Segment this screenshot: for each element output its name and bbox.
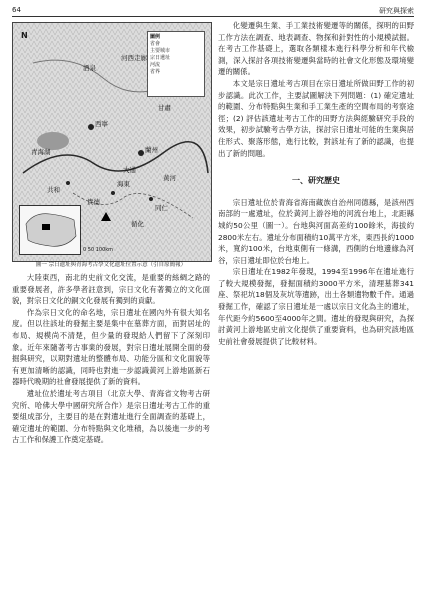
page-header [12,6,414,16]
paragraph: 本文是宗日遺址考古項目在宗日遺址所做田野工作的初步認識。此次工作，主要試圖解決下列問題：(1) 確定遺址的範圍、分布特點與生業和手工業生產的空間布局的考察途徑；(2) 評估該遺址考古工作的田野方法與經驗研究手段的效果，初步試驗考古學方法，探討宗日遺址可能的生業與居住形式、聚落形態，進行比較，對該址有了新的認識，也提出了新的問題。 [218,78,414,158]
paragraph: 宗日遺址在1982年發現，1994至1996年在遺址進行了較大規模發掘，發掘面積約3000平方米，清理墓葬341座、祭祀坑18個及灰坑等遺跡，出土各類遺物數千件。通過發掘工作，確認了宗日遺址是一處以宗日文化為主的遺址，年代距今約5600至4000年之間。遺址的發現與研究，為探討黃河上游地區史前文化提供了重要資料，也為研究該地區史前社會發展提供了比較材料。 [218,267,414,346]
legend-title: 圖例 [150,34,161,40]
legend-item: 省界 [150,69,161,75]
china-inset-map [19,205,81,255]
paragraph: 大陸東西，南北的史前文化交流，是重要的絲綢之路的重要發展者，許多學者註意到，宗日文化有著獨立的文化面貌，對宗日文化的銅文化發展有獨到的貢獻。 [12,273,210,306]
north-arrow: N [21,31,28,40]
xining-marker [88,124,94,130]
right-column [218,20,414,347]
label-xunhua: 循化 [131,220,144,228]
label-guide: 貴德 [87,198,100,206]
legend-item: 宗日遺址 [150,55,171,61]
section-title: 一、研究歷史 [292,176,340,186]
map-legend [147,31,205,97]
label-haidong: 海東 [117,180,130,188]
legend-item: 河流 [150,62,161,68]
paragraph: 作為宗日文化的命名地，宗日遺址在國內外有很大知名度。但以往該址的發掘主要是集中在墓葬方面，而對居址的布局、規模尚不清楚，但少量的發現給人們留下了深刻印象。近年來隨著考古事業的發展，對宗日遺址展開全面的發掘與研究，以期對遺址的整體布局、功能分區和文化面貌等有更加清晰的認識，同時也對進一步認識黃河上游地區新石器時代晚期的社會發展提供了新的資料。 [12,307,210,387]
label-tongren: 同仁 [155,204,168,212]
label-xining: 西寧 [95,120,108,128]
header-rule [12,16,414,17]
figure-caption: 圖一 宗日遺址與青海考古學文化遺址位置示意（引自原簡報） [35,262,187,268]
scale-bar: 0 50 100km [83,247,114,253]
paragraph: 化變遷與生業、手工業技術變遷等的關係，探明的田野工作方法在調查、地表調查、物探和針對性的小規模試掘。在考古工作基礎上，選取各類樣本進行科學分析和年代檢測，深入探討各項技術變遷與當時的社會文化形態及環境變遷的關係。 [218,21,414,77]
label-datong: 大通 [123,166,136,174]
label-jiuquan: 酒泉 [83,64,96,72]
journal-title: 研究與探索 [379,7,414,15]
legend-item: 省會 [150,41,161,47]
label-lanzhou: 蘭州 [145,146,158,154]
left-column [12,272,210,446]
label-gonghe: 共和 [47,186,60,194]
legend-item: 主要城市 [150,48,171,54]
page-number: 64 [12,6,21,14]
label-gansu: 甘肅 [158,104,171,112]
paragraph: 遺址位於遺址考古項目（北京大學、青海省文物考古研究所、哈佛大學中國研究所合作）是宗日遺址考古工作的重要組成部分，主要目的是在對遺址進行全面調查的基礎上，確定遺址的範圍、分布特點與文化堆積，為以後進一步的考古工作和保護工作奠定基礎。 [12,388,210,445]
site-map-figure [12,22,212,262]
label-yellow-river: 黃河 [163,174,176,182]
label-qinghai-lake: 青海湖 [31,148,51,156]
lanzhou-marker [138,150,144,156]
paragraph: 宗日遺址位於青海省海南藏族自治州同德縣，是該州西南部的一處遺址，位於黃河上游谷地的河流台地上，北距縣城約50公里（圖一）。台地與河面高差約100餘米，海拔約2800米左右。遺址分布面積約10萬平方米，東西長約1000米，寬約100米，台地東側有一條溝，西側的台地邊緣為河谷，宗日遺址即位於台地上。 [218,197,414,265]
label-hexi: 河西走廊 [121,54,147,62]
